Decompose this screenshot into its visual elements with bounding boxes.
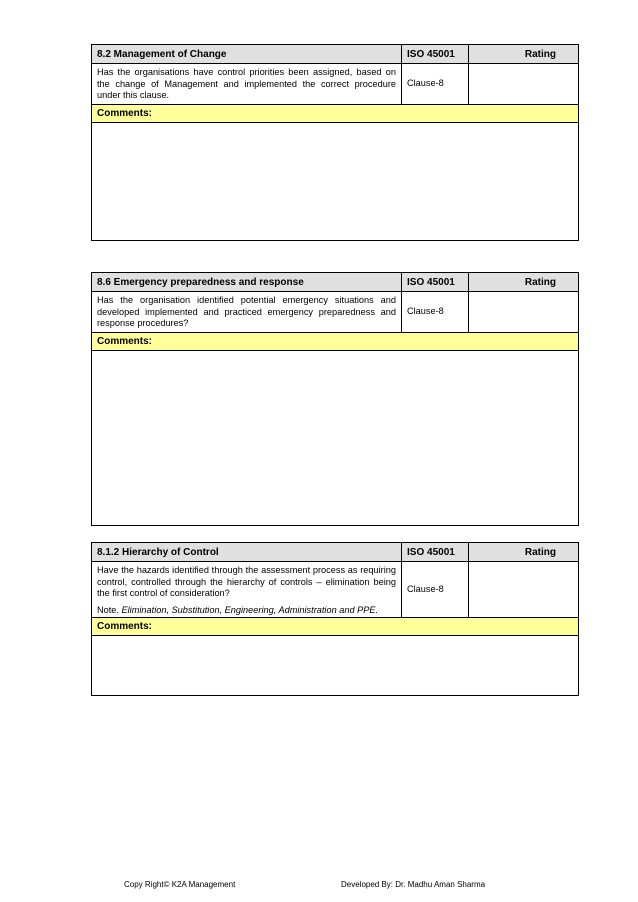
rating-cell[interactable] bbox=[469, 292, 578, 332]
rating-cell[interactable] bbox=[469, 562, 578, 617]
footer-developer: Developed By: Dr. Madhu Aman Sharma bbox=[341, 880, 486, 889]
rating-label: Rating bbox=[524, 546, 556, 558]
clause-label: Clause-8 bbox=[402, 64, 469, 104]
section-emergency-preparedness bbox=[91, 272, 579, 526]
rating-label: Rating bbox=[524, 48, 556, 60]
clause-label: Clause-8 bbox=[402, 562, 469, 617]
clause-label: Clause-8 bbox=[402, 292, 469, 332]
footer-copyright: Copy Right© K2A Management bbox=[124, 880, 236, 889]
question-row bbox=[92, 562, 578, 618]
section-header bbox=[92, 45, 578, 64]
comments-label: Comments: bbox=[92, 105, 578, 123]
section-hierarchy-of-control bbox=[91, 542, 579, 696]
section-title: 8.6 Emergency preparedness and response bbox=[92, 273, 402, 291]
question-row bbox=[92, 64, 578, 105]
standard-label: ISO 45001 bbox=[402, 543, 469, 561]
section-header bbox=[92, 273, 578, 292]
section-title: 8.2 Management of Change bbox=[92, 45, 402, 63]
question-text: Have the hazards identified through the assessment process as requiring control, controlled through the hierarchy of controls – elimination being the first control of consideration? bbox=[97, 565, 396, 598]
question-text: Has the organisation identified potential emergency situations and developed implemented and practiced emergency preparedness and response procedures? bbox=[92, 292, 402, 332]
section-management-of-change bbox=[91, 44, 579, 241]
comments-area[interactable] bbox=[92, 351, 578, 526]
note-italic: Elimination, Substitution, Engineering, Administration and PPE. bbox=[121, 604, 379, 615]
comments-area[interactable] bbox=[92, 636, 578, 696]
comments-area[interactable] bbox=[92, 123, 578, 241]
rating-cell[interactable] bbox=[469, 64, 578, 104]
rating-label: Rating bbox=[524, 276, 556, 288]
section-header bbox=[92, 543, 578, 562]
note-text bbox=[97, 605, 396, 617]
comments-label: Comments: bbox=[92, 333, 578, 351]
standard-label: ISO 45001 bbox=[402, 45, 469, 63]
standard-label: ISO 45001 bbox=[402, 273, 469, 291]
question-row bbox=[92, 292, 578, 333]
section-title: 8.1.2 Hierarchy of Control bbox=[92, 543, 402, 561]
note-prefix: Note. bbox=[97, 604, 122, 615]
question-text: Has the organisations have control priorities been assigned, based on the change of Management and implemented the correct procedure under this clause. bbox=[92, 64, 402, 104]
question-cell bbox=[92, 562, 402, 617]
comments-label: Comments: bbox=[92, 618, 578, 636]
